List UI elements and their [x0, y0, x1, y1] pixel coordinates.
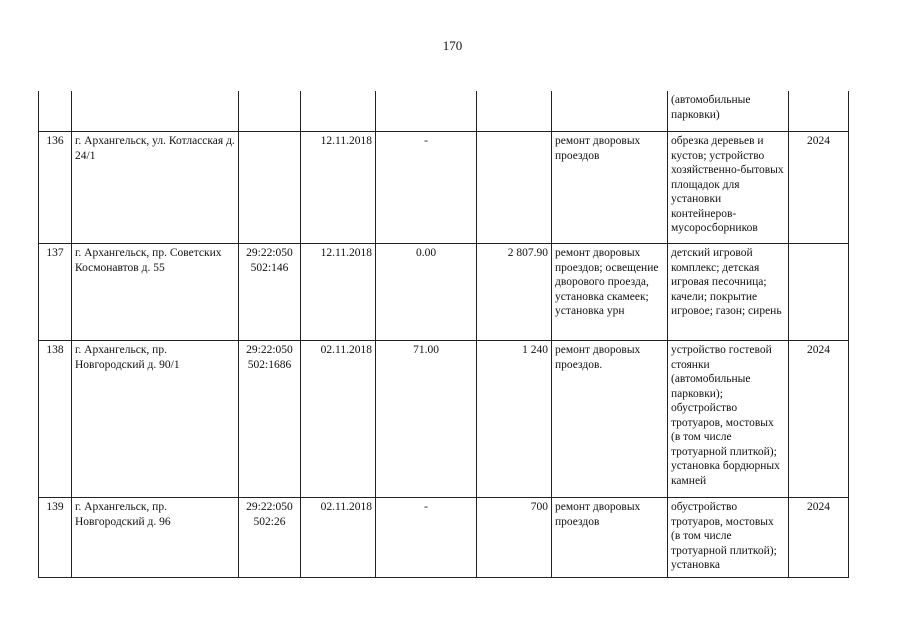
- cell-area-b: [477, 132, 552, 244]
- cell-works: (автомобильные парковки): [668, 91, 789, 132]
- table-row: [39, 498, 849, 578]
- cell-address: [72, 91, 239, 132]
- cell-num: 137: [39, 244, 72, 341]
- cell-address: г. Архангельск, пр. Новгородский д. 90/1: [72, 341, 239, 498]
- cell-date: 02.11.2018: [301, 498, 376, 578]
- cell-repair: ремонт дворовых проездов.: [552, 341, 668, 498]
- cell-area-a: -: [376, 498, 477, 578]
- cell-repair: ремонт дворовых проездов: [552, 132, 668, 244]
- cell-date: 12.11.2018: [301, 244, 376, 341]
- cell-area-b: [477, 91, 552, 132]
- cell-address: г. Архангельск, пр. Советских Космонавтов д. 55: [72, 244, 239, 341]
- cell-num: 139: [39, 498, 72, 578]
- cell-area-b: 2 807.90: [477, 244, 552, 341]
- cell-repair: ремонт дворовых проездов: [552, 498, 668, 578]
- table-row: [39, 244, 849, 341]
- cell-num: 138: [39, 341, 72, 498]
- cell-cadastral: 29:22:050 502:1686: [239, 341, 301, 498]
- cell-cadastral: [239, 132, 301, 244]
- cell-cadastral: 29:22:050 502:146: [239, 244, 301, 341]
- cell-date: 12.11.2018: [301, 132, 376, 244]
- cell-area-a: [376, 91, 477, 132]
- table-row-continuation: [39, 91, 849, 132]
- cell-area-a: 71.00: [376, 341, 477, 498]
- cell-num: 136: [39, 132, 72, 244]
- cell-year: 2024: [789, 498, 849, 578]
- cell-cadastral: [239, 91, 301, 132]
- cell-repair: ремонт дворовых проездов; освещение дворового проезда, установка скамеек; установка урн: [552, 244, 668, 341]
- page-number: 170: [442, 38, 463, 53]
- table-row: [39, 341, 849, 498]
- cell-area-a: 0.00: [376, 244, 477, 341]
- cell-works: детский игровой комплекс; детская игровая песочница; качели; покрытие игровое; газон; сирень: [668, 244, 789, 341]
- cell-year: [789, 91, 849, 132]
- cell-address: г. Архангельск, ул. Котласская д. 24/1: [72, 132, 239, 244]
- cell-area-a: -: [376, 132, 477, 244]
- cell-year: [789, 244, 849, 341]
- cell-area-b: 700: [477, 498, 552, 578]
- cell-address: г. Архангельск, пр. Новгородский д. 96: [72, 498, 239, 578]
- cell-date: 02.11.2018: [301, 341, 376, 498]
- cell-works: обрезка деревьев и кустов; устройство хозяйственно-бытовых площадок для установки контейнеров-мусоросборников: [668, 132, 789, 244]
- register-table: [38, 91, 849, 578]
- cell-num: [39, 91, 72, 132]
- cell-cadastral: 29:22:050 502:26: [239, 498, 301, 578]
- cell-works: обустройство тротуаров, мостовых (в том числе тротуарной плиткой); установка: [668, 498, 789, 578]
- table-row: [39, 132, 849, 244]
- cell-date: [301, 91, 376, 132]
- cell-repair: [552, 91, 668, 132]
- cell-year: 2024: [789, 341, 849, 498]
- cell-area-b: 1 240: [477, 341, 552, 498]
- cell-year: 2024: [789, 132, 849, 244]
- cell-works: устройство гостевой стоянки (автомобильные парковки); обустройство тротуаров, мостовых (в том числе тротуарной плиткой); установка бордюрных камней: [668, 341, 789, 498]
